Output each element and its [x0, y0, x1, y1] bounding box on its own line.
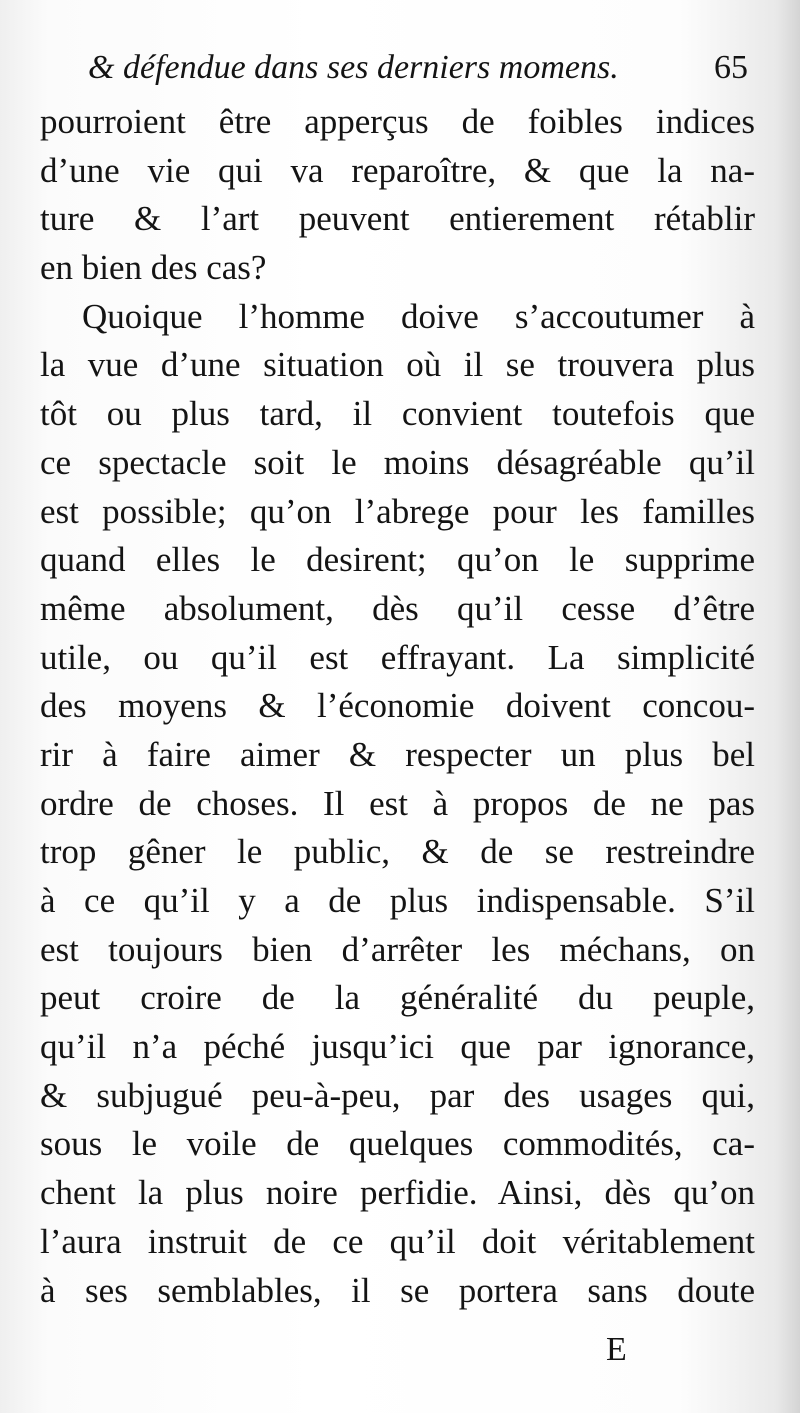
text-line: trop gêner le public, & de se restreindre: [40, 832, 755, 872]
text-line: quand elles le desirent; qu’on le supprime: [40, 540, 755, 580]
text-line: des moyens & l’économie doivent concou-: [40, 686, 755, 726]
text-line: à ses semblables, il se portera sans doute: [40, 1270, 755, 1310]
text-line: à ce qu’il y a de plus indispensable. S’il: [40, 881, 755, 920]
text-line: est possible; qu’on l’abrege pour les familles: [40, 491, 755, 531]
text-line: Quoique l’homme doive s’accoutumer à: [82, 296, 755, 336]
text-line: même absolument, dès qu’il cesse d’être: [40, 588, 755, 628]
text-line: sous le voile de quelques commodités, ca-: [40, 1124, 755, 1164]
text-line: l’aura instruit de ce qu’il doit véritablement: [40, 1221, 755, 1261]
text-line: qu’il n’a péché jusqu’ici que par ignorance,: [40, 1027, 755, 1067]
text-line: rir à faire aimer & respecter un plus bel: [40, 734, 755, 774]
text-line: d’une vie qui va reparoître, & que la na-: [40, 150, 755, 190]
text-line: pourroient être apperçus de foibles indices: [40, 102, 755, 141]
text-line: chent la plus noire perfidie. Ainsi, dès qu’on: [40, 1173, 755, 1213]
signature-mark: E: [606, 1331, 627, 1368]
text-line: tôt ou plus tard, il convient toutefois que: [40, 394, 755, 434]
text-line: & subjugué peu-à-peu, par des usages qui,: [40, 1075, 755, 1115]
text-line: est toujours bien d’arrêter les méchans, on: [40, 929, 755, 969]
text-line: la vue d’une situation où il se trouvera plus: [40, 345, 755, 385]
text-line: peut croire de la généralité du peuple,: [40, 978, 755, 1018]
running-title: & défendue dans ses derniers momens.: [88, 49, 619, 86]
text-line: ture & l’art peuvent entierement rétablir: [40, 199, 755, 239]
page-header: [88, 42, 748, 94]
text-line: ce spectacle soit le moins désagréable qu’il: [40, 442, 755, 482]
text-line: ordre de choses. Il est à propos de ne pas: [40, 783, 755, 823]
text-line: en bien des cas?: [40, 248, 267, 288]
body-text: [40, 98, 755, 1315]
text-line: utile, ou qu’il est effrayant. La simplicité: [40, 637, 755, 677]
page-number: 65: [714, 49, 748, 86]
